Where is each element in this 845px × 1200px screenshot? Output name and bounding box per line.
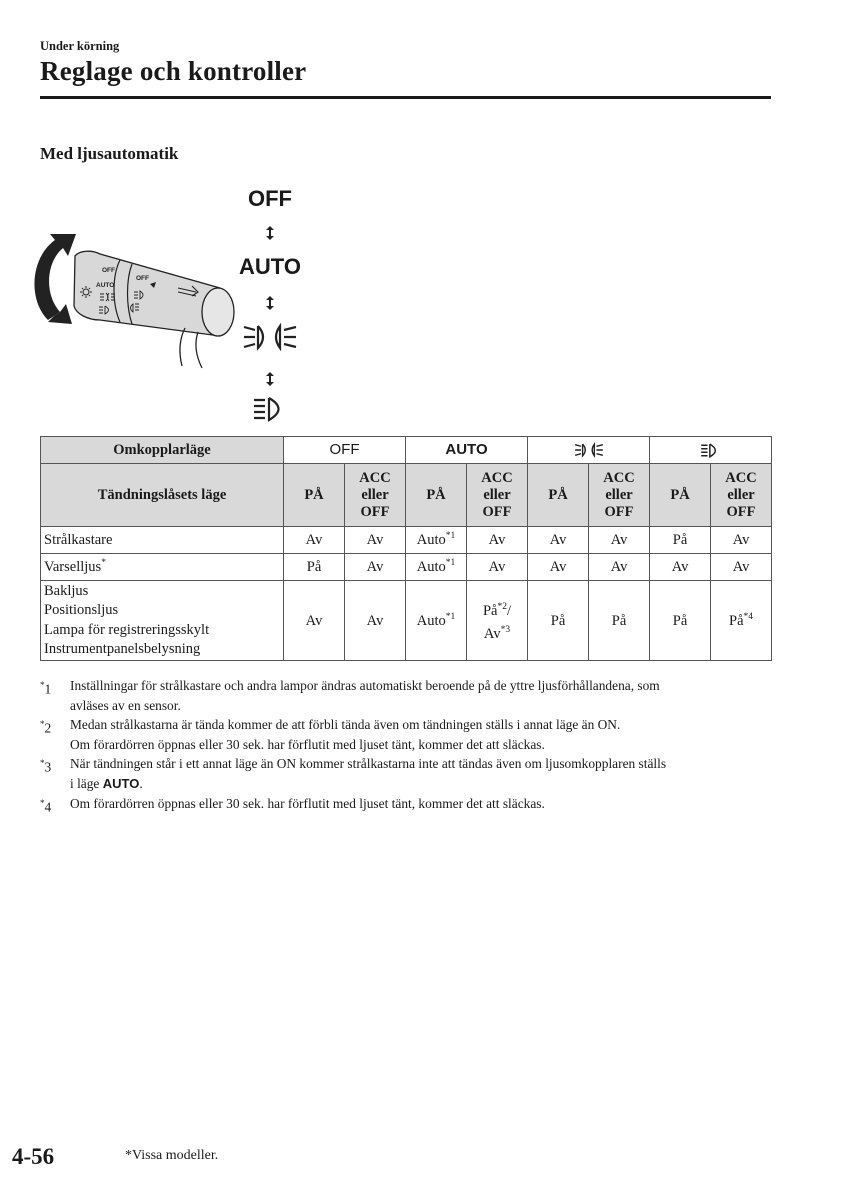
- page-footnote: *Vissa modeller.: [125, 1148, 219, 1163]
- double-arrow-icon: [264, 296, 276, 310]
- table-cell: Av: [345, 554, 406, 581]
- table-cell: Auto$^{*1}$: [406, 554, 467, 581]
- table-cell: $På^{*4}$: [711, 581, 772, 661]
- table-row: [41, 581, 772, 661]
- ignition-on: PÅ: [650, 464, 711, 527]
- page-title: Reglage och kontroller: [40, 56, 307, 86]
- ignition-acc: ACC eller OFF: [345, 464, 406, 527]
- footnote-mark: *2: [40, 719, 52, 736]
- stalk-label-auto: AUTO: [96, 282, 115, 289]
- light-switch-stalk-illustration: [20, 228, 240, 378]
- table-cell: $På^{*2}/$ Av$^{*3}$: [467, 581, 528, 661]
- footnote-mark: *4: [40, 797, 52, 815]
- ignition-acc: ACC eller OFF: [589, 464, 650, 527]
- subheading: Med ljusautomatik: [40, 144, 179, 163]
- switch-position-row: [41, 437, 772, 464]
- table-cell: Av: [345, 527, 406, 554]
- table-cell: Av: [345, 581, 406, 661]
- table-cell: Av: [528, 554, 589, 581]
- footnote-mark: *3: [40, 758, 52, 775]
- stalk-label-off: OFF: [102, 267, 115, 274]
- ignition-on: PÅ: [406, 464, 467, 527]
- table-cell: På: [284, 554, 345, 581]
- ignition-on: PÅ: [284, 464, 345, 527]
- table-cell: Av: [528, 527, 589, 554]
- double-arrow-icon: [264, 372, 276, 386]
- parking-light-icon: [573, 442, 605, 458]
- table-cell: På: [589, 581, 650, 661]
- ignition-row: [41, 464, 772, 527]
- table-cell: Av: [650, 554, 711, 581]
- stalk-label-off-inner: OFF: [136, 275, 149, 282]
- title-rule: [40, 96, 771, 99]
- position-auto-label: AUTO: [239, 254, 301, 279]
- headlight-icon: [252, 396, 290, 422]
- section-label: Under körning: [40, 39, 120, 53]
- row-label: Varselljus*: [41, 554, 284, 581]
- table-cell: Av: [467, 527, 528, 554]
- table-cell: Av: [711, 554, 772, 581]
- table-cell: Av: [284, 527, 345, 554]
- parking-light-icon: [242, 322, 298, 352]
- headlight-icon: [700, 443, 722, 458]
- rotation-arrow-icon: [34, 234, 76, 320]
- page-number: 4-56: [12, 1144, 55, 1169]
- table-cell: Auto$^{*1}$: [406, 581, 467, 661]
- ignition-acc: ACC eller OFF: [711, 464, 772, 527]
- table-cell: På: [650, 581, 711, 661]
- ignition-header: Tändningslåsets läge: [41, 464, 284, 527]
- ignition-acc: ACC eller OFF: [467, 464, 528, 527]
- col-off: OFF: [284, 437, 406, 464]
- table-cell: På: [650, 527, 711, 554]
- footnote-1: *1 Inställningar för strålkastare och andra lampor ändras automatiskt beroende på de yttre ljusförhållandena, som avläses av en sensor.: [40, 678, 660, 713]
- auto-inline-label: AUTO: [102, 775, 140, 791]
- footnote-2: *2 Medan strålkastarna är tända kommer de att förbli tända även om tändningen ställs i annat läge än ON. Om förardörren öppnas eller 30 sek. har förflutit med ljuset tänt, kommer det att släckas.: [40, 717, 621, 752]
- table-row: [41, 554, 772, 581]
- table-cell: Av: [589, 527, 650, 554]
- row-label: Bakljus Positionsljus Lampa för registreringsskylt Instrumentpanelsbelysning: [41, 581, 284, 661]
- col-auto: AUTO: [406, 437, 528, 464]
- switch-position-header: Omkopplarläge: [41, 437, 284, 464]
- stalk-parking-icon: [100, 293, 115, 301]
- table-cell: På: [528, 581, 589, 661]
- table-row: [41, 527, 772, 554]
- position-off-label: OFF: [248, 186, 292, 211]
- table-cell: Av: [284, 581, 345, 661]
- footnote-3: *3 När tändningen står i ett annat läge än ON kommer strålkastarna inte att tändas även om ljusomkopplaren ställs i läge AUTO.: [40, 756, 667, 791]
- table-cell: Auto$^{*1}$: [406, 527, 467, 554]
- table-cell: Av: [589, 554, 650, 581]
- footnotes: [40, 676, 780, 813]
- col-headlight: [650, 437, 772, 464]
- double-arrow-icon: [264, 226, 276, 240]
- col-parking: [528, 437, 650, 464]
- ignition-on: PÅ: [528, 464, 589, 527]
- footnote-mark: *1: [40, 680, 52, 697]
- row-label: Strålkastare: [41, 527, 284, 554]
- light-status-table: [40, 436, 772, 661]
- table-cell: Av: [467, 554, 528, 581]
- footnote-4: *4 Om förardörren öppnas eller 30 sek. har förflutit med ljuset tänt, kommer det att släckas.: [40, 794, 780, 814]
- table-cell: Av: [711, 527, 772, 554]
